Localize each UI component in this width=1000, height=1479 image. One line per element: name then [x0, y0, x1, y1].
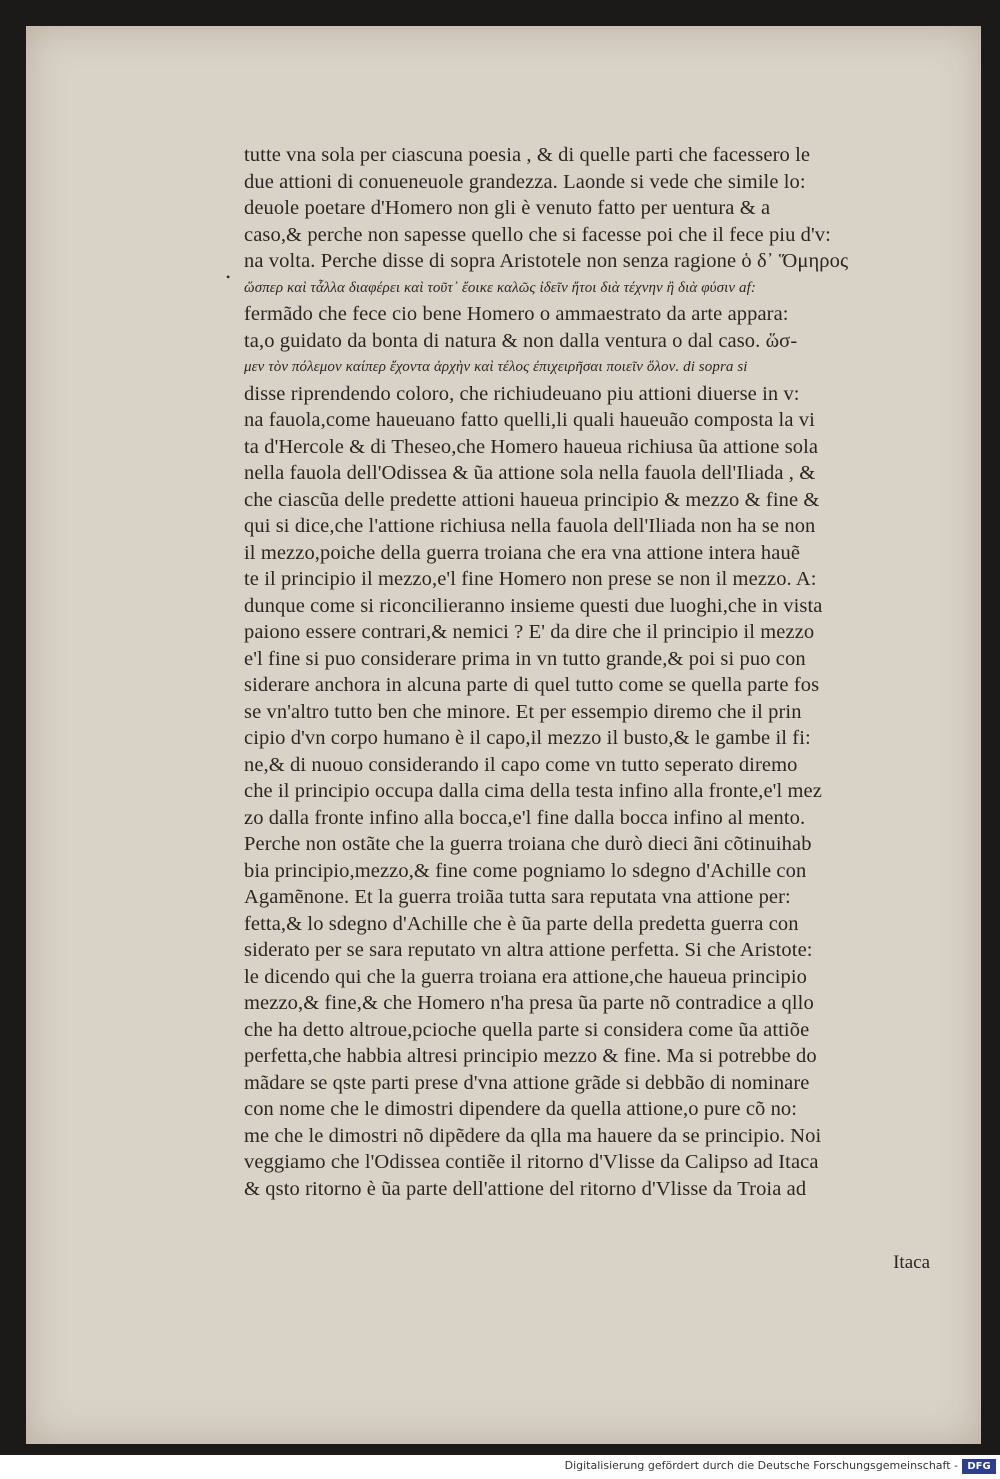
dfg-credit-text: Digitalisierung gefördert durch die Deutsche Forschungsgemeinschaft - [564, 1459, 958, 1472]
text-line: ta,o guidato da bonta di natura & non dalla ventura o dal caso. ὥσ- [244, 329, 798, 352]
text-line: Perche non ostãte che la guerra troiana che durò dieci ãni cõtinuihab [244, 833, 812, 855]
text-line: cipio d'vn corpo humano è il capo,il mezzo il busto,& le gambe il fi: [244, 727, 811, 749]
text-line: che ciascũa delle predette attioni haueua principio & mezzo & fine & [244, 488, 820, 511]
text-line: me che le dimostri nõ dipẽdere da qlla ma hauere da se principio. Noi [244, 1124, 822, 1147]
text-line: mãdare se qste parti prese d'vna attione grãde si debbão di nominare [244, 1071, 810, 1094]
text-line: con nome che le dimostri dipendere da quella attione,o pure cõ no: [244, 1098, 798, 1120]
text-line: il mezzo,poiche della guerra troiana che era vna attione intera hauẽ [244, 541, 801, 564]
text-line: fetta,& lo sdegno d'Achille che è ũa parte della predetta guerra con [244, 912, 799, 935]
text-line: veggiamo che l'Odissea contiẽe il ritorno d'Vlisse da Calipso ad Itaca [244, 1151, 819, 1173]
text-line: te il principio il mezzo,e'l fine Homero non prese se non il mezzo. A: [244, 568, 817, 590]
text-line: qui si dice,che l'attione richiusa nella fauola dell'Iliada non ha se non [244, 515, 816, 537]
text-line: due attioni di conueneuole grandezza. Laonde si vede che simile lo: [244, 170, 806, 193]
page-text [244, 142, 952, 1202]
text-line: le dicendo qui che la guerra troiana era attione,che haueua principio [244, 965, 807, 988]
text-line: ta d'Hercole & di Theseo,che Homero haueua richiusa ũa attione sola [244, 435, 819, 458]
text-line: mezzo,& fine,& che Homero n'ha presa ũa parte nõ contradice a qllo [244, 992, 814, 1014]
text-line: dunque come si riconcilieranno insieme questi due luoghi,che in vista [244, 594, 823, 617]
text-line: fermãdo che fece cio bene Homero o ammaestrato da arte appara: [244, 303, 789, 325]
dfg-logo[interactable]: DFG [962, 1459, 996, 1474]
text-line: disse riprendendo coloro, che richiudeuano piu attioni diuerse in v: [244, 382, 800, 405]
text-line: bia principio,mezzo,& fine come pogniamo lo sdegno d'Achille con [244, 859, 807, 882]
text-line: Agamẽnone. Et la guerra troiãa tutta sara reputata vna attione per: [244, 886, 791, 908]
text-line: e'l fine si puo considerare prima in vn tutto grande,& poi si puo con [244, 647, 806, 670]
text-line: ne,& di nuouo considerando il capo come vn tutto seperato diremo [244, 753, 798, 776]
catchword: Itaca [893, 1252, 930, 1273]
text-line: tutte vna sola per ciascuna poesia , & di quelle parti che facessero le [244, 144, 811, 166]
margin-mark: • [226, 270, 231, 284]
text-line: che ha detto altroue,pcioche quella parte si considera come ũa attiõe [244, 1018, 810, 1041]
text-line: na volta. Perche disse di sopra Aristotele non senza ragione ὁ δ᾽ Ὅμηρος [244, 250, 849, 272]
text-line: se vn'altro tutto ben che minore. Et per essempio diremo che il prin [244, 700, 802, 723]
text-line: zo dalla fronte infino alla bocca,e'l fine dalla bocca infino al mento. [244, 806, 806, 829]
text-line: siderato per se sara reputato vn altra attione perfetta. Si che Aristote: [244, 939, 813, 961]
text-line: siderare anchora in alcuna parte di quel tutto come se quella parte fos [244, 674, 820, 696]
greek-text-line: μεν τὸν πόλεμον καίπερ ἔχοντα ἀρχὴν καὶ τέλος ἐπιχειρῆσαι ποιεῖν ὅλον. di sopra si [244, 359, 748, 375]
text-line: na fauola,come haueuano fatto quelli,li quali haueuão composta la vi [244, 409, 815, 431]
text-line: che il principio occupa dalla cima della testa infino alla fronte,e'l mez [244, 780, 822, 802]
text-line: nella fauola dell'Odissea & ũa attione sola nella fauola dell'Iliada , & [244, 462, 816, 484]
text-line: & qsto ritorno è ũa parte dell'attione del ritorno d'Vlisse da Troia ad [244, 1177, 807, 1200]
text-line: perfetta,che habbia altresi principio mezzo & fine. Ma si potrebbe do [244, 1045, 817, 1067]
text-line: deuole poetare d'Homero non gli è venuto fatto per uentura & a [244, 197, 771, 219]
credit-bar [0, 1455, 1000, 1479]
text-line: caso,& perche non sapesse quello che si facesse poi che il fece piu d'v: [244, 223, 831, 246]
text-line: paiono essere contrari,& nemici ? E' da dire che il principio il mezzo [244, 621, 815, 643]
greek-text-line: ὥσπερ καὶ τἆλλα διαφέρει καὶ τοῦτ᾽ ἔοικε καλῶς ἰδεῖν ἤτοι διὰ τέχνην ἢ διὰ φύσιν af: [244, 279, 756, 296]
